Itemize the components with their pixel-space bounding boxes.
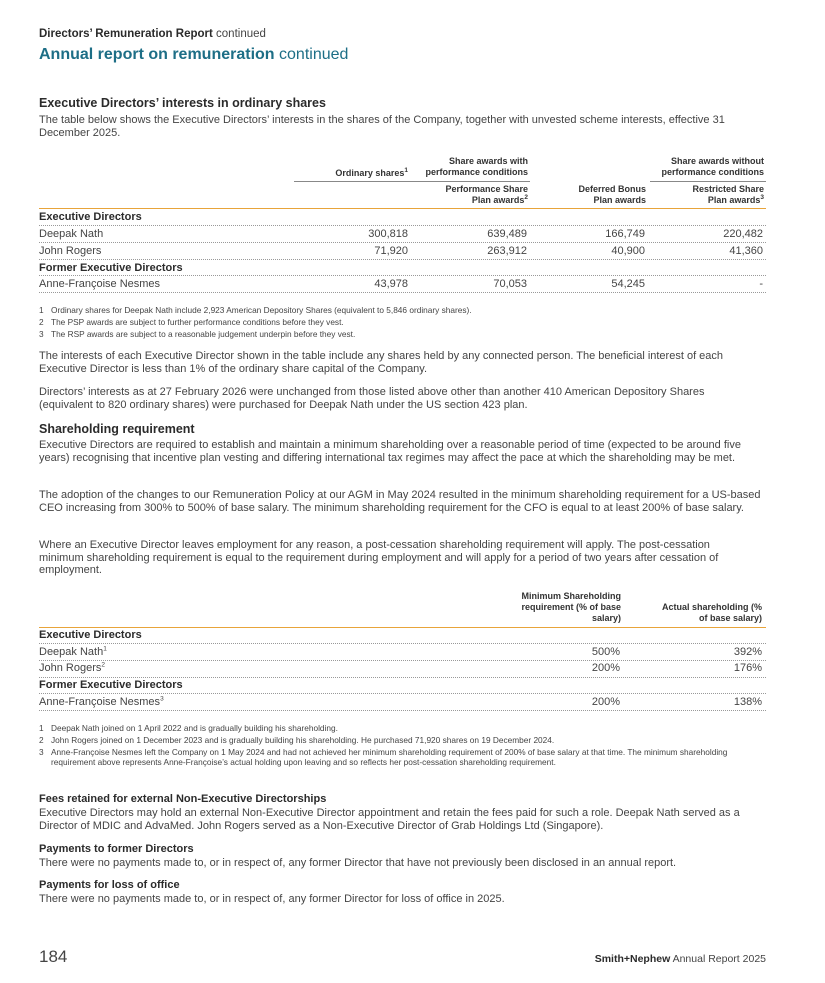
row-divider	[39, 275, 766, 276]
cell-psp: 70,053	[493, 278, 527, 290]
shareholding-paragraph: Executive Directors are required to establish and maintain a minimum shareholding over a reasonable period of time (expected to be around five years) recognising that incentive plan vesting and differing international tax regimes may affect the pace at which the shareholding may be met.	[39, 439, 741, 464]
fees-text: Executive Directors may hold an external Non-Executive Director appointment and retain the fees paid for such a role. Deepak Nath served as a Director of MDIC and AdvaMed. John Rogers served as a Non-Executive Director of Grab Holdings Ltd (Singapore).	[39, 807, 740, 832]
brand-name: Smith+Nephew	[594, 953, 671, 965]
shareholding-heading: Shareholding requirement	[39, 422, 195, 436]
header-underline	[39, 208, 766, 209]
cell-minimum: 200%	[591, 662, 620, 674]
section-former-directors: Former Executive Directors	[39, 262, 183, 274]
section-executive-directors: Executive Directors	[39, 629, 142, 641]
col-deferred: Deferred Bonus Plan awards	[578, 184, 646, 205]
cell-minimum: 500%	[591, 646, 620, 658]
page-title-main: Annual report on remuneration	[39, 46, 275, 63]
cell-deferred: 54,245	[611, 278, 645, 290]
footnote: 2 The PSP awards are subject to further performance conditions before they vest.	[39, 317, 344, 327]
row-divider	[39, 292, 766, 293]
table-row-name: John Rogers$^2$	[39, 661, 105, 674]
footnote: 1 Ordinary shares for Deepak Nath include 2,923 American Depository Shares (equivalent to 5,846 ordinary shares).	[39, 305, 472, 315]
interests-intro: The table below shows the Executive Directors’ interests in the shares of the Company, together with unvested scheme interests, effective 31 December 2025.	[39, 114, 725, 139]
former-payments-text: There were no payments made to, or in respect of, any former Director that have not previously been disclosed in an annual report.	[39, 857, 677, 869]
cell-actual: 138%	[733, 696, 762, 708]
interests-paragraph: Directors’ interests as at 27 February 2026 were unchanged from those listed above other than another 410 American Depository Shares (equivalent to 820 ordinary shares) were purchased for Deepak Nath under the US section 423 plan.	[39, 386, 705, 411]
table-row-name: Anne-Françoise Nesmes$^3$	[39, 695, 164, 708]
table-row-name: Deepak Nath	[39, 228, 104, 240]
interests-heading: Executive Directors’ interests in ordinary shares	[39, 96, 326, 110]
page-number: 184	[39, 947, 68, 966]
footnote: 2 John Rogers joined on 1 December 2023 and is gradually building his shareholding. He purchased 71,920 shares on 19 December 2024.	[39, 735, 555, 745]
shareholding-paragraph: The adoption of the changes to our Remuneration Policy at our AGM in May 2024 resulted in the minimum shareholding requirement for a US-based CEO increasing from 300% to 500% of base salary. The minimum shareholding requirement for the CFO is equal to at least 200% of base salary.	[39, 489, 761, 514]
page-title-continued: continued	[279, 46, 349, 63]
cell-actual: 392%	[733, 646, 762, 658]
cell-psp: 639,489	[487, 228, 527, 240]
cell-minimum: 200%	[591, 696, 620, 708]
cell-ordinary: 300,818	[368, 228, 408, 240]
loss-of-office-heading: Payments for loss of office	[39, 879, 180, 891]
report-kicker	[39, 28, 266, 40]
col-minimum-shareholding: Minimum Shareholding requirement (% of base salary)	[521, 591, 621, 623]
cell-ordinary: 71,920	[374, 245, 408, 257]
header-group-with: Share awards with performance conditions	[425, 156, 528, 177]
rule-top-right	[650, 181, 766, 182]
cell-rsp: 220,482	[723, 228, 763, 240]
cell-deferred: 166,749	[605, 228, 645, 240]
row-divider	[39, 225, 766, 226]
shareholding-paragraph: Where an Executive Director leaves employment for any reason, a post-cessation shareholding requirement will apply. The post-cessation minimum shareholding requirement is equal to the requirement during employment and will apply for a period of two years after cessation of employment.	[39, 539, 719, 576]
cell-psp: 263,912	[487, 245, 527, 257]
row-divider	[39, 693, 766, 694]
row-divider	[39, 660, 766, 661]
cell-rsp: 41,360	[729, 245, 763, 257]
page-title	[39, 46, 348, 64]
loss-of-office-text: There were no payments made to, or in respect of, any former Director for loss of office in 2025.	[39, 893, 505, 905]
footnote: 1 Deepak Nath joined on 1 April 2022 and is gradually building his shareholding.	[39, 723, 338, 733]
row-divider	[39, 259, 766, 260]
kicker-continued: continued	[216, 28, 266, 40]
kicker-title: Directors’ Remuneration Report	[39, 28, 213, 40]
footnote: 3 Anne-Françoise Nesmes left the Company on 1 May 2024 and had not achieved her minimum shareholding requirement of 200% of base salary at that time. The minimum shareholding requirement above represents Anne-Françoise’s actual holding upon leaving and so reflects her post-cessation shareholding requirement.	[39, 747, 728, 768]
row-divider	[39, 677, 766, 678]
col-psp: Performance Share Plan awards$^2$	[445, 184, 528, 205]
cell-rsp: -	[759, 278, 763, 290]
cell-actual: 176%	[733, 662, 762, 674]
fees-heading: Fees retained for external Non-Executive Directorships	[39, 793, 327, 805]
report-name: Annual Report 2025	[672, 953, 766, 965]
header-underline	[39, 627, 766, 628]
footnote: 3 The RSP awards are subject to a reasonable judgement underpin before they vest.	[39, 329, 356, 339]
rule-top-left	[294, 181, 530, 182]
col-actual-shareholding: Actual shareholding (% of base salary)	[661, 602, 762, 623]
row-divider	[39, 643, 766, 644]
table-row-name: John Rogers	[39, 245, 102, 257]
col-rsp: Restricted Share Plan awards$^3$	[692, 184, 764, 205]
table-row-name: Deepak Nath$^1$	[39, 645, 107, 658]
interests-paragraph: The interests of each Executive Director shown in the table include any shares held by any connected person. The beneficial interest of each Executive Director is less than 1% of the ordinary share capital of the Company.	[39, 350, 724, 375]
table-row-name: Anne-Françoise Nesmes	[39, 278, 161, 290]
cell-deferred: 40,900	[611, 245, 645, 257]
former-payments-heading: Payments to former Directors	[39, 843, 194, 855]
row-divider	[39, 710, 766, 711]
cell-ordinary: 43,978	[374, 278, 408, 290]
header-group-without: Share awards without performance conditions	[661, 156, 764, 177]
row-divider	[39, 242, 766, 243]
section-executive-directors: Executive Directors	[39, 211, 142, 223]
footer-brand	[595, 953, 766, 965]
section-former-directors: Former Executive Directors	[39, 679, 183, 691]
col-ordinary-shares: Ordinary shares$^1$	[335, 167, 408, 178]
